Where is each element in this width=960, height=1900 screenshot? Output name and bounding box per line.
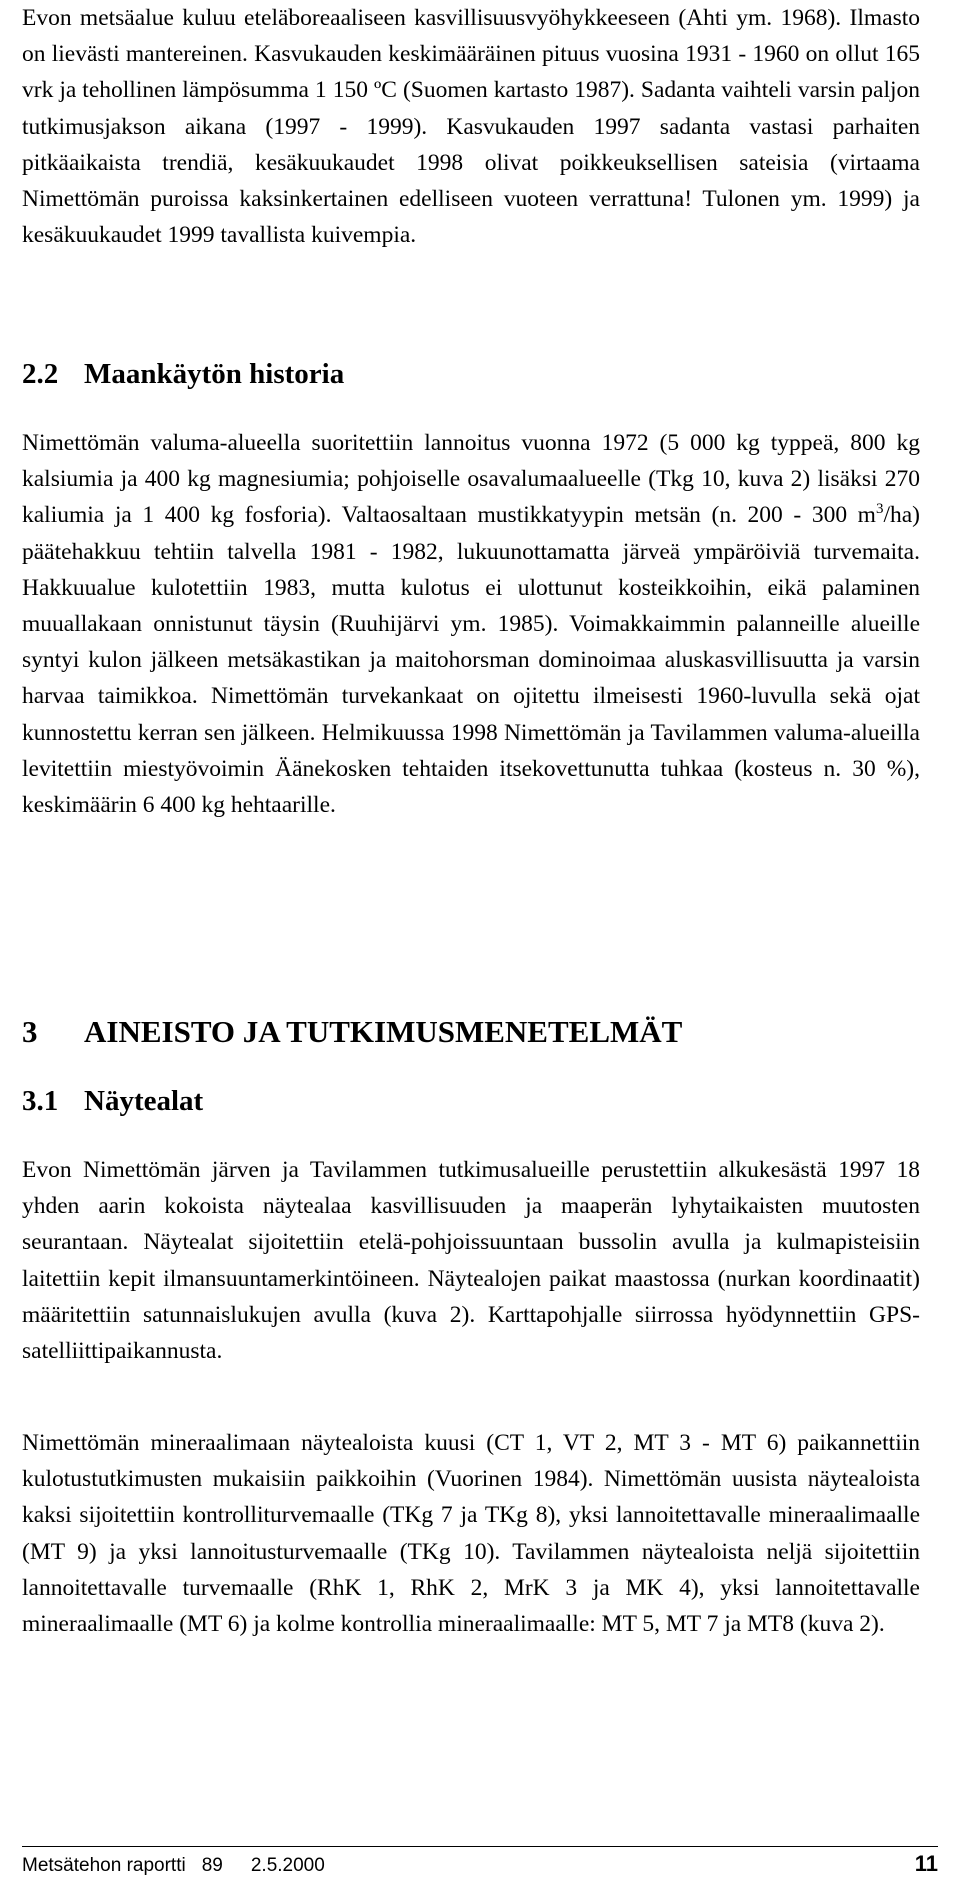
section-number: 2.2 — [22, 358, 59, 390]
footer-date: 2.5.2000 — [250, 1855, 325, 1876]
sample-plots-paragraph-2: Nimettömän mineraalimaan näytealoista kuusi (CT 1, VT 2, MT 3 - MT 6) paikannettiin kulotustutkimusten mukaisiin paikkoihin (Vuorinen 1984). Nimettömän uusista näytealoista kaksi sijoitettiin kontrolliturvemaalle (TKg 7 ja TKg 8), yksi lannoitettavalle mineraalimaalle (MT 9) ja yksi lannoitusturvemaalle (TKg 10). Tavilammen näytealoista neljä sijoitettiin lannoitettavalle turvemaalle (RhK 1, RhK 2, MrK 3 ja MK 4), yksi lannoitettavalle mineraalimaalle (MT 6) ja kolme kontrollia mineraalimaalle: MT 5, MT 7 ja MT8 (kuva 2). — [22, 1430, 920, 1638]
footer-divider — [22, 1846, 938, 1847]
section-3-1-heading — [22, 1083, 203, 1119]
chapter-title: AINEISTO JA TUTKIMUSMENETELMÄT — [84, 1014, 683, 1049]
footer-report-number: 89 — [201, 1855, 223, 1876]
section-number: 3.1 — [22, 1085, 59, 1117]
land-use-history-paragraph — [22, 425, 920, 823]
section-2-2-heading — [22, 356, 344, 392]
superscript-cubic: 3 — [875, 501, 884, 518]
sample-plots-paragraph-1: Evon Nimettömän järven ja Tavilammen tutkimusalueille perustettiin alkukesästä 1997 18 yhden aarin kokoista näytealaa kasvillisuuden ja maaperän lyhytaikaisten muutosten seurantaan. Näytealat sijoitettiin etelä-pohjoissuuntaan bussolin avulla ja kulmapisteisiin laitettiin kepit ilmansuuntamerkintöineen. Näytealojen paikat maastossa (nurkan koordinaatit) määritettiin satunnaislukujen avulla (kuva 2). Karttapohjalle siirrossa hyödynnettiin GPS-satelliittipaikannusta. — [22, 1157, 920, 1365]
footer-report-name: Metsätehon raportti — [22, 1855, 186, 1876]
intro-paragraph: Evon metsäalue kuluu eteläboreaaliseen kasvillisuusvyöhykkeeseen (Ahti ym. 1968). Ilmasto on lievästi mantereinen. Kasvukauden keskimääräinen pituus vuosina 1931 - 1960 on ollut 165 vrk ja tehollinen lämpösumma 1 150 ºC (Suomen kartasto 1987). Sadanta vaihteli varsin paljon tutkimusjakson aikana (1997 - 1999). Kasvukauden 1997 sadanta vastasi parhaiten pitkäaikaista trendiä, kesäkuukaudet 1998 olivat poikkeuksellisen sateisia (virtaama Nimettömän puroissa kaksinkertainen edelliseen vuoteen verrattuna! Tulonen ym. 1999) ja kesäkuukaudet 1999 tavallista kuivempia. — [22, 5, 920, 249]
land-use-text-part-2: /ha) päätehakkuu tehtiin talvella 1981 - 1982, lukuunottamatta järveä ympäröiviä turvemaita. Hakkuualue kulotettiin 1983, mutta kulotus ei ulottunut kosteikkoihin, eikä palaminen muuallakaan onnistunut täysin (Ruuhijärvi ym. 1985). Voimakkaimmin palanneille alueille syntyi kulon jälkeen metsäkastikan ja maitohorsman dominoimaa aluskasvillisuutta ja varsin harvaa taimikkoa. Nimettömän turvekankaat on ojitettu ilmeisesti 1960-luvulla sekä ojat kunnostettu kerran sen jälkeen. Helmikuussa 1998 Nimettömän ja Tavilammen valuma-alueilla levitettiin miestyövoimin Äänekosken tehtaiden itsekovettunutta tuhkaa (kosteus n. 30 %), keskimäärin 6 400 kg hehtaarille. — [22, 502, 920, 819]
section-title: Näytealat — [84, 1085, 204, 1117]
chapter-3-heading — [22, 1013, 682, 1051]
section-title: Maankäytön historia — [84, 358, 345, 390]
land-use-text-part-1: Nimettömän valuma-alueella suoritettiin lannoitus vuonna 1972 (5 000 kg typpeä, 800 kg kalsiumia ja 400 kg magnesiumia; pohjoiselle osavalumaalueelle (Tkg 10, kuva 2) lisäksi 270 kaliumia ja 1 400 kg fosforia). Valtaosaltaan mustikkatyypin metsän (n. 200 - 300 m — [22, 430, 920, 529]
page-number: 11 — [914, 1851, 938, 1876]
chapter-number: 3 — [22, 1014, 38, 1049]
page-footer — [22, 1851, 938, 1878]
